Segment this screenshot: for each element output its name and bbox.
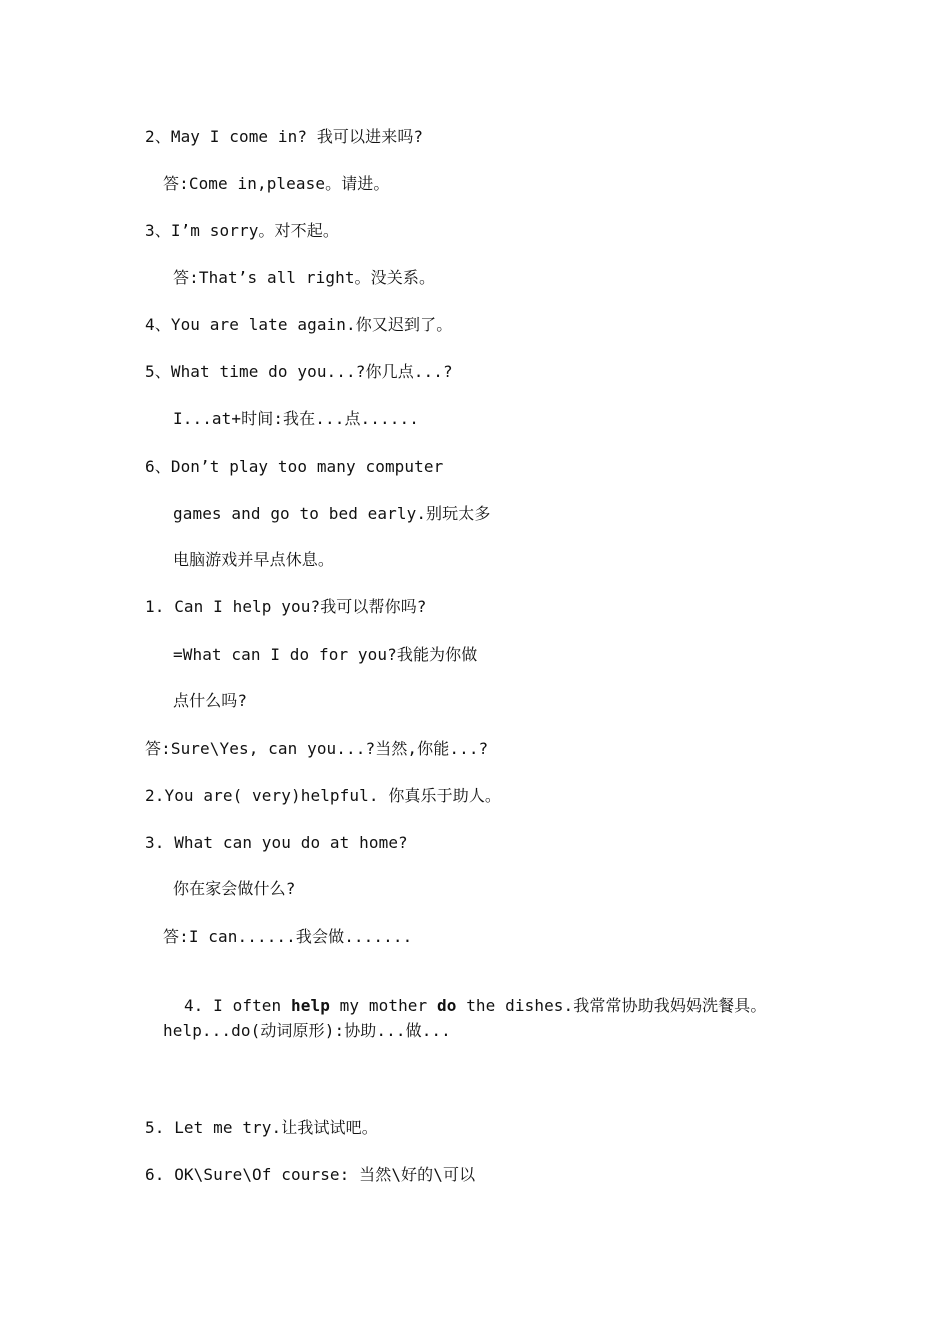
text-line-1: 2、May I come in? 我可以进来吗? [145, 127, 424, 146]
bold-word-do: do [437, 996, 457, 1015]
text-line-2: 答:Come in,please。请进。 [163, 174, 390, 193]
text-line-8: 6、Don’t play too many computer [145, 457, 444, 476]
text-line-17: 你在家会做什么? [173, 879, 296, 898]
text-line-10: 电脑游戏并早点休息。 [173, 550, 335, 569]
text-line-11: 1. Can I help you?我可以帮你吗? [145, 597, 427, 616]
text-line-19-middle: my mother [329, 996, 437, 1015]
text-line-14: 答:Sure\Yes, can you...?当然,你能...? [145, 739, 489, 758]
text-line-22: 6. OK\Sure\Of course: 当然\好的\可以 [145, 1165, 476, 1184]
text-line-18: 答:I can......我会做....... [163, 927, 413, 946]
text-line-19-prefix: 4. I often [183, 996, 291, 1015]
text-line-7: I...at+时间:我在...点...... [173, 409, 419, 428]
bold-word-help: help [291, 996, 330, 1015]
text-line-3: 3、I’m sorry。对不起。 [145, 221, 339, 240]
text-line-5: 4、You are late again.你又迟到了。 [145, 315, 453, 334]
text-line-12: =What can I do for you?我能为你做 [173, 645, 478, 664]
text-line-20: help...do(动词原形):协助...做... [163, 1021, 451, 1040]
text-line-16: 3. What can you do at home? [145, 833, 408, 852]
text-line-4: 答:That’s all right。没关系。 [173, 268, 436, 287]
text-line-13: 点什么吗? [173, 691, 248, 710]
text-line-15: 2.You are( very)helpful. 你真乐于助人。 [145, 786, 502, 805]
text-line-9: games and go to bed early.别玩太多 [173, 504, 491, 523]
text-line-19-suffix: the dishes.我常常协助我妈妈洗餐具。 [456, 996, 767, 1015]
text-line-21: 5. Let me try.让我试试吧。 [145, 1118, 378, 1137]
text-line-6: 5、What time do you...?你几点...? [145, 362, 453, 381]
